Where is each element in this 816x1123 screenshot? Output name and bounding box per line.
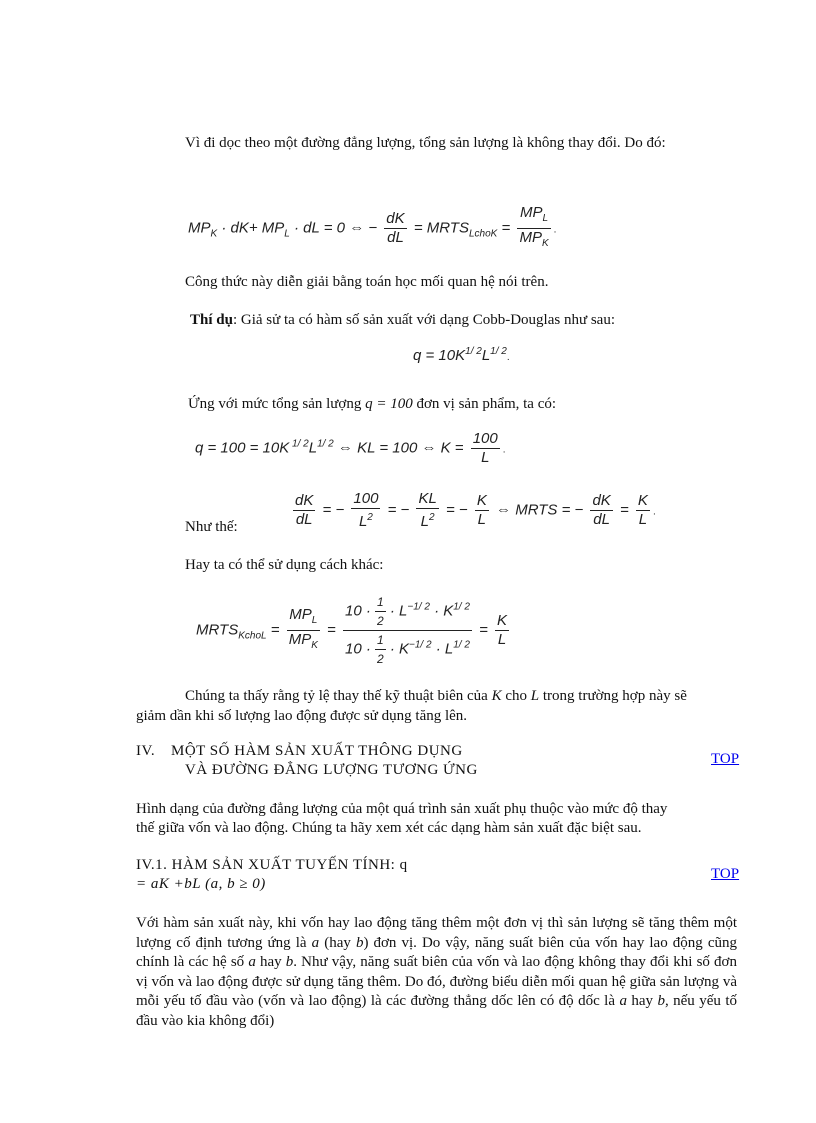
top-link-2[interactable]: TOP [711,866,740,882]
p3-q-value: q = 100 [365,396,413,412]
paragraph-example [190,310,615,330]
p3-text-a: Ứng với mức tổng sản lượng [188,396,366,412]
paragraph-output-level [188,394,556,414]
p7-var-a: a [311,934,320,951]
p5-text-a: Chúng ta thấy rằng tỷ lệ thay thế kỹ thuật biên của [185,688,492,704]
heading-section-iv1-line2: = aK +bL (a, b ≥ 0) [136,876,266,892]
top-link-1[interactable]: TOP [711,751,740,767]
formula-cobb-douglas: $q = 10K^{1/ 2}L^{1/ 2}$. [413,346,510,364]
p7-var-b: b [355,934,364,951]
paragraph-linear-production [136,914,737,1031]
heading-section-iv-line1: MỘT SỐ HÀM SẢN XUẤT THÔNG DỤNG [171,743,463,759]
p7-text-g: , nếu yếu tố đầu vào kia không đổi) [136,993,737,1029]
p5-text-c: trong trường hợp này sẽ [539,688,687,704]
p7-var-a3: a [619,993,627,1009]
formula-mrts-derivation: $MP_K \cdot dK+ MP_L$ · dL = 0 ⇔ − $\frac{dK}{dL}$ = $MRTS_{LchoK}$ = $\frac{MP_L}{MP_K}$ . [188,204,557,249]
p7-text-c: ) đơn vị. Do vậy, năng suất biên của vốn hay lao động cũng chính là các hệ số [136,934,738,970]
formula-mrts-alternative: $MRTS_{KchoL}$ = $\frac{MP_L}{MP_K}$ = 10 · $\frac{1}{2}$ · $L^{-1/ 2} \cdot K^{1/ 2}$ 10 · $\frac{1}{2}$ · $K^{-1/ 2} \cdot L^{1/ 2}$ = $\frac{K}{L}$ [196,595,508,666]
p5-var-k: K [491,688,502,704]
p7-var-b3: b [657,993,665,1009]
paragraph-conclusion-line2: giảm dần khi số lượng lao động được sử dụng tăng lên. [136,708,468,724]
paragraph-intro: Vì đi dọc theo một đường đẳng lượng, tổng sản lượng là không thay đổi. Do đó: [185,135,666,151]
p7-var-a2: a [248,954,256,970]
heading-section-iv-number: IV. [136,743,156,759]
formula-isoquant-100: q = 100 = 10K $^{1/ 2}L^{1/ 2}$ ⇔ KL = 100 ⇔ K = $\frac{100}{L}$ . [195,430,506,466]
label-nhu-the: Như thế: [185,519,238,535]
p7-text-b: (hay [319,934,356,951]
p7-text-a: Với hàm sản xuất này, khi vốn hay lao động tăng thêm một đơn vị thì sản lượng sẽ tăng thêm một lượng cố định tương ứng là [136,915,737,951]
p5-var-l: L [530,688,540,704]
p7-text-e: . Như vậy, năng suất biên của vốn và lao động không thay đổi khi số đơn vị vốn và lao động được sử dụng tăng thêm. Do đó, đường biểu diễn mối quan hệ giữa sản lượng và mỗi yếu tố đầu vào (vốn và lao động) là các đường thẳng dốc lên có độ dốc là [136,954,737,1009]
p7-text-f: hay [626,993,658,1009]
paragraph-isoquant-shape-line2: thế giữa vốn và lao động. Chúng ta hãy xem xét các dạng hàm sản xuất đặc biệt sau. [136,820,642,836]
heading-section-iv-line2: VÀ ĐƯỜNG ĐẲNG LƯỢNG TƯƠNG ỨNG [185,762,478,778]
example-label: Thí dụ [190,312,233,328]
p7-var-b2: b [285,954,294,970]
paragraph-conclusion-line1 [185,686,687,706]
paragraph-isoquant-shape-line1: Hình dạng của đường đẳng lượng của một quá trình sản xuất phụ thuộc vào mức độ thay [136,801,668,817]
p7-text-d: hay [255,954,286,970]
heading-section-iv1-line1: IV.1. HÀM SẢN XUẤT TUYẾN TÍNH: q [136,857,408,873]
paragraph-alternative: Hay ta có thể sử dụng cách khác: [185,557,384,573]
p3-text-b: đơn vị sản phẩm, ta có: [412,396,557,412]
formula-mrts-result: $\frac{dK}{dL}$ = − $\frac{100}{L^2}$ = − $\frac{KL}{L^2}$ = − $\frac{K}{L}$ ⇔ MRTS = − $\frac{dK}{dL}$ = $\frac{K}{L}$ . [295,490,656,530]
paragraph-explanation: Công thức này diễn giải bằng toán học mối quan hệ nói trên. [185,274,549,290]
example-text: : Giả sử ta có hàm số sản xuất với dạng Cobb-Douglas như sau: [232,312,616,328]
p5-text-b: cho [501,688,531,704]
